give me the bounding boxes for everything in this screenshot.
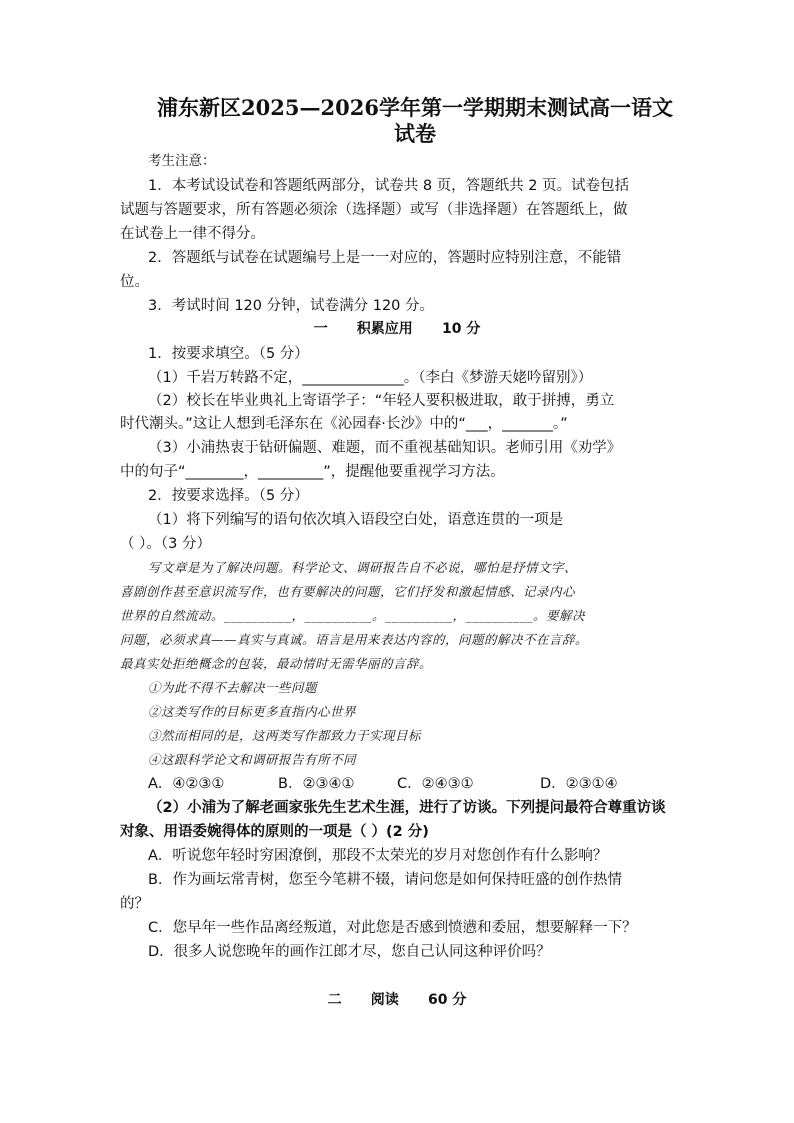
sentence-option-4: ④这跟科学论文和调研报告有所不同 bbox=[148, 752, 357, 767]
q1-heading: 1．按要求填空。（5 分） bbox=[148, 346, 309, 362]
q1-part-3-line-1: （3）小浦热衷于钻研偏题、难题，而不重视基础知识。老师引用《劝学》 bbox=[148, 440, 622, 456]
notice-2-line-2: 位。 bbox=[120, 274, 149, 290]
q1-part-2-line-2: 时代潮头。”这让人想到毛泽东在《沁园春·长沙》中的“___，_______。” bbox=[120, 416, 568, 432]
q2-part-1-line-1: （1）将下列编写的语句依次填入语段空白处，语意连贯的一项是 bbox=[148, 512, 564, 528]
q1-part-1: （1）千岩万转路不定，______________。（李白《梦游天姥吟留别》） bbox=[148, 370, 593, 386]
sentence-option-3: ③然而相同的是，这两类写作都致力于实现目标 bbox=[148, 728, 422, 743]
exam-title-line-2: 试卷 bbox=[394, 121, 436, 146]
q2-part-2-line-2: 对象、用语委婉得体的原则的一项是（ ）(2 分) bbox=[120, 824, 429, 840]
passage-line-5: 最真实处拒绝概念的包装，最动情时无需华丽的言辞。 bbox=[120, 656, 433, 671]
passage-line-1: 写文章是为了解决问题。科学论文、调研报告自不必说，哪怕是抒情文字、 bbox=[148, 560, 578, 575]
interview-option-d: D．很多人说您晚年的画作江郎才尽，您自己认同这种评价吗？ bbox=[148, 944, 551, 960]
interview-option-c: C．您早年一些作品离经叛道，对此您是否感到愤懑和委屈，想要解释一下？ bbox=[148, 920, 637, 936]
notice-heading: 考生注意： bbox=[148, 153, 216, 169]
passage-line-4: 问题，必须求真——真实与真诚。语言是用来表达内容的，问题的解决不在言辞。 bbox=[120, 632, 589, 647]
interview-option-a: A．听说您年轻时穷困潦倒，那段不太荣光的岁月对您创作有什么影响？ bbox=[148, 848, 608, 864]
section-1-heading: 一 积累应用 10 分 bbox=[313, 321, 481, 337]
notice-1-line-3: 在试卷上一律不得分。 bbox=[120, 226, 265, 242]
choice-c: C．②④③① bbox=[397, 776, 474, 792]
sentence-option-2: ②这类写作的目标更多直指内心世界 bbox=[148, 704, 357, 719]
choice-b: B．②③④① bbox=[278, 776, 355, 792]
sentence-option-1: ①为此不得不去解决一些问题 bbox=[148, 680, 318, 695]
q2-part-2-line-1: （2）小浦为了解老画家张先生艺术生涯，进行了访谈。下列提问最符合尊重访谈 bbox=[148, 800, 666, 816]
notice-1-line-1: 1．本考试设试卷和答题纸两部分，试卷共 8 页，答题纸共 2 页。试卷包括 bbox=[148, 178, 630, 194]
passage-line-3: 世界的自然流动。__________，__________。__________，__________。要解决 bbox=[120, 608, 586, 623]
notice-2-line-1: 2．答题纸与试卷在试题编号上是一一对应的，答题时应特别注意，不能错 bbox=[148, 250, 622, 266]
q1-part-2-line-1: （2）校长在毕业典礼上寄语学子：“年轻人要积极进取，敢于拼搏，勇立 bbox=[148, 393, 615, 409]
interview-option-b-line-2: 的？ bbox=[120, 896, 149, 912]
q1-part-3-line-2: 中的句子“________，_________”，提醒他要重视学习方法。 bbox=[120, 464, 505, 480]
q2-part-1-line-2: （ ）。（3 分） bbox=[120, 536, 211, 552]
exam-title-line-1: 浦东新区2025—2026学年第一学期期末测试高一语文 bbox=[157, 95, 673, 120]
notice-3: 3．考试时间 120 分钟，试卷满分 120 分。 bbox=[148, 298, 435, 314]
choice-a: A．④②③① bbox=[148, 776, 225, 792]
passage-line-2: 喜剧创作甚至意识流写作，也有要解决的问题，它们抒发和激起情感、记录内心 bbox=[120, 584, 576, 599]
section-2-heading: 二 阅读 60 分 bbox=[327, 992, 467, 1008]
interview-option-b-line-1: B．作为画坛常青树，您至今笔耕不辍，请问您是如何保持旺盛的创作热情 bbox=[148, 872, 622, 888]
q2-heading: 2．按要求选择。（5 分） bbox=[148, 488, 309, 504]
choice-d: D．②③①④ bbox=[540, 776, 618, 792]
notice-1-line-2: 试题与答题要求，所有答题必须涂（选择题）或写（非选择题）在答题纸上，做 bbox=[120, 202, 628, 218]
